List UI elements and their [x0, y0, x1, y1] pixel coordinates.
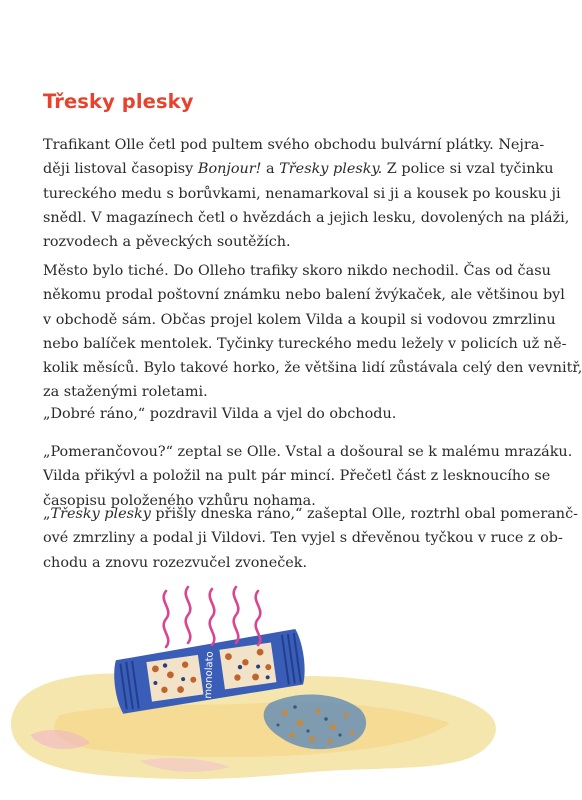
text-line: ové zmrzliny a podal ji Vildovi. Ten vyjel s dřevěnou tyčkou v ruce z ob- — [43, 530, 563, 547]
magazine-title-italic: Bonjour! — [197, 161, 262, 178]
paragraph — [43, 502, 578, 575]
magazine-title-italic: Třesky plesky. — [279, 161, 383, 178]
text-line: za staženými roletami. — [43, 384, 208, 401]
steam-line — [186, 587, 191, 643]
paragraph — [43, 259, 582, 405]
text-line: rozvodech a pěveckých soutěžích. — [43, 234, 291, 251]
text-line: chodu a znovu rozezvučel zvoneček. — [43, 554, 308, 571]
paragraph — [43, 133, 570, 254]
text-line: „Dobré ráno,“ pozdravil Vilda a vjel do obchodu. — [43, 406, 397, 422]
wrapper-brand-text: monolato — [203, 651, 216, 699]
steam-line — [210, 589, 215, 645]
text-line: „Třesky plesky přišly dneska ráno,“ zašeptal Olle, roztrhl obal pomeranč- — [43, 506, 578, 522]
text-line: „Pomerančovou?“ zeptal se Olle. Vstal a došoural se k malému mrazáku. — [43, 444, 573, 460]
text-line: Vilda přikývl a položil na pult pár mincí. Přečetl část z lesknoucího se — [43, 468, 551, 485]
steam-line — [164, 591, 169, 647]
chapter-title: Třesky plesky — [43, 90, 194, 113]
text-line: někomu prodal poštovní známku nebo balení žvýkaček, ale většinou byl — [43, 287, 565, 304]
steam-line — [234, 587, 239, 643]
text-line: snědl. V magazínech četl o hvězdách a jejich lesku, dovolených na pláži, — [43, 209, 570, 226]
text-line: tureckého medu s borůvkami, nenamarkoval si ji a kousek po kousku ji — [43, 185, 561, 202]
text-line: ději listoval časopisy Bonjour! a Třesky plesky. Z police si vzal tyčinku — [43, 161, 554, 178]
text-line: Město bylo tiché. Do Olleho trafiky skoro nikdo nechodil. Čas od času — [43, 263, 551, 279]
melting-candy-illustration — [0, 585, 547, 800]
text-line: časopisu položeného vzhůru nohama. — [43, 492, 316, 509]
text-line: Trafikant Olle četl pod pultem svého obchodu bulvární plátky. Nejra- — [43, 137, 545, 153]
text-line: v obchodě sám. Občas projel kolem Vilda a koupil si vodovou zmrzlinu — [43, 311, 556, 328]
paragraph — [43, 402, 502, 426]
text-line: kolik měsíců. Bylo takové horko, že většina lidí zůstávala celý den vevnitř, — [43, 360, 582, 377]
text-line: nebo balíček mentolek. Tyčinky tureckého medu ležely v policích už ně- — [43, 335, 567, 352]
magazine-title-italic: Třesky plesky — [50, 506, 151, 522]
